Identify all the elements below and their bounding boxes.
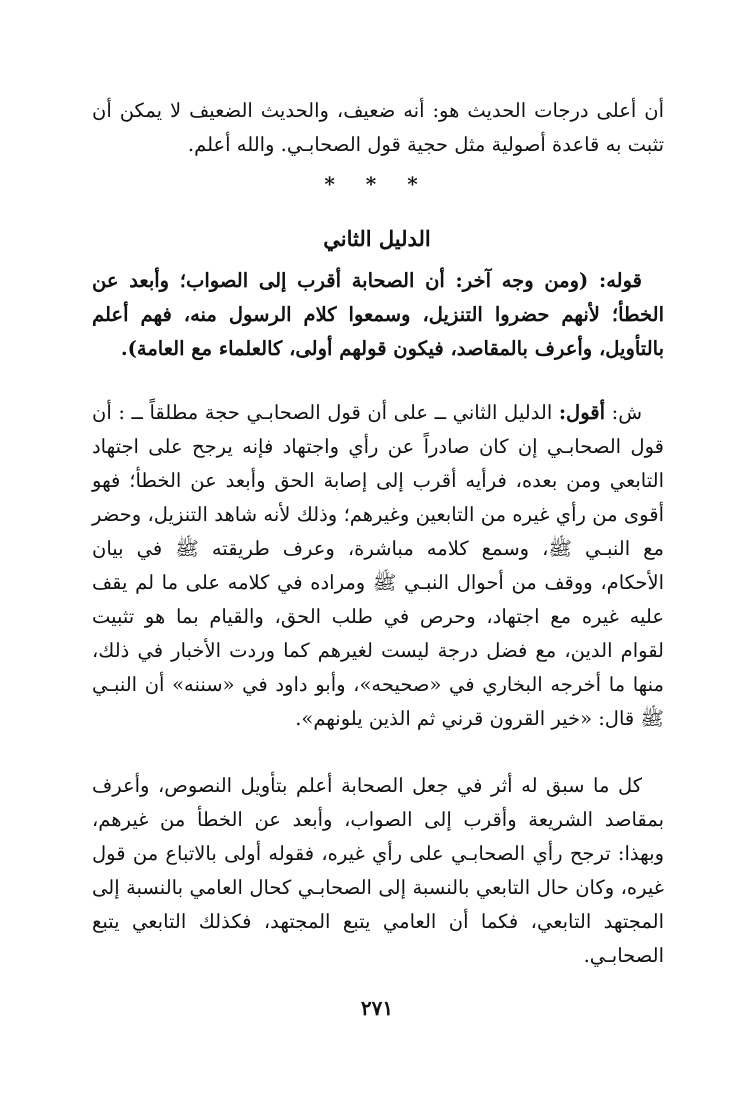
commentary-text: الدليل الثاني ــ على أن قول الصحابـي حجة مطلقاً ــ : أن قول الصحابـي إن كان صادراً عن رأي واجتهاد فإنه يرجح على اجتهاد التابعي ومن بعده، فرأيه أقرب إلى إصابة الحق وأبعد عن الخطأ؛ فهو أقوى من رأي غيره من التابعين وغيرهم؛ وذلك لأنه شاهد التنزيل، وحضر مع النبـي ﷺ، وسمع كلامه مباشرة، وعرف طريقته ﷺ في بيان الأحكام، ووقف من أحوال النبـي ﷺ ومراده في كلامه على ما لم يقف عليه غيره مع اجتهاد، وحرص في طلب الحق، والقيام بما هو تثبيت لقوام الدين، مع فضل درجة ليست لغيرهم كما وردت الأخبار في ذلك، منها ما أخرجه البخاري في «صحيحه»، وأبو داود في «سننه» أن النبـي ﷺ قال: «خير القرون قرني ثم الذين يلونهم». (92, 401, 664, 730)
quoted-statement (92, 264, 664, 366)
paragraph-1-text: أن أعلى درجات الحديث هو: أنه ضعيف، والحديث الضعيف لا يمكن أن تثبت به قاعدة أصولية مثل حجية قول الصحابـي. والله أعلم. (92, 99, 664, 156)
section-separator: * * * (324, 172, 430, 196)
paragraph-4-text: كل ما سبق له أثر في جعل الصحابة أعلم بتأويل النصوص، وأعرف بمقاصد الشريعة وأقرب إلى الصواب، وأبعد عن الخطأ من غيرهم، وبهذا: ترجح رأي الصحابـي على رأي غيره، فقوله أولى بالاتباع من قول غيره، وكان حال التابعي بالنسبة إلى الصحابـي كحال العامي بالنسبة إلى المجتهد التابعي، فكما أن العامي يتبع المجتهد، فكذلك التابعي يتبع الصحابـي. (92, 774, 664, 967)
section-title: الدليل الثاني (323, 226, 431, 251)
paragraph-conclusion (92, 94, 664, 162)
quote-text: (ومن وجه آخر: أن الصحابة أقرب إلى الصواب؛ وأبعد عن الخطأ؛ لأنهم حضروا التنزيل، وسمعوا كلام الرسول منه، فهم أعلم بالتأويل، وأعرف بالمقاصد، فيكون قولهم أولى، كالعلماء مع العامة). (92, 269, 664, 360)
commentary-lead-word: أقول: (558, 401, 606, 424)
quote-intro: قوله: (599, 269, 642, 292)
page-number: ٢٧١ (360, 996, 394, 1020)
commentary-paragraph (92, 396, 664, 736)
commentary-prefix: ش: (611, 401, 642, 424)
paragraph-summary (92, 769, 664, 973)
